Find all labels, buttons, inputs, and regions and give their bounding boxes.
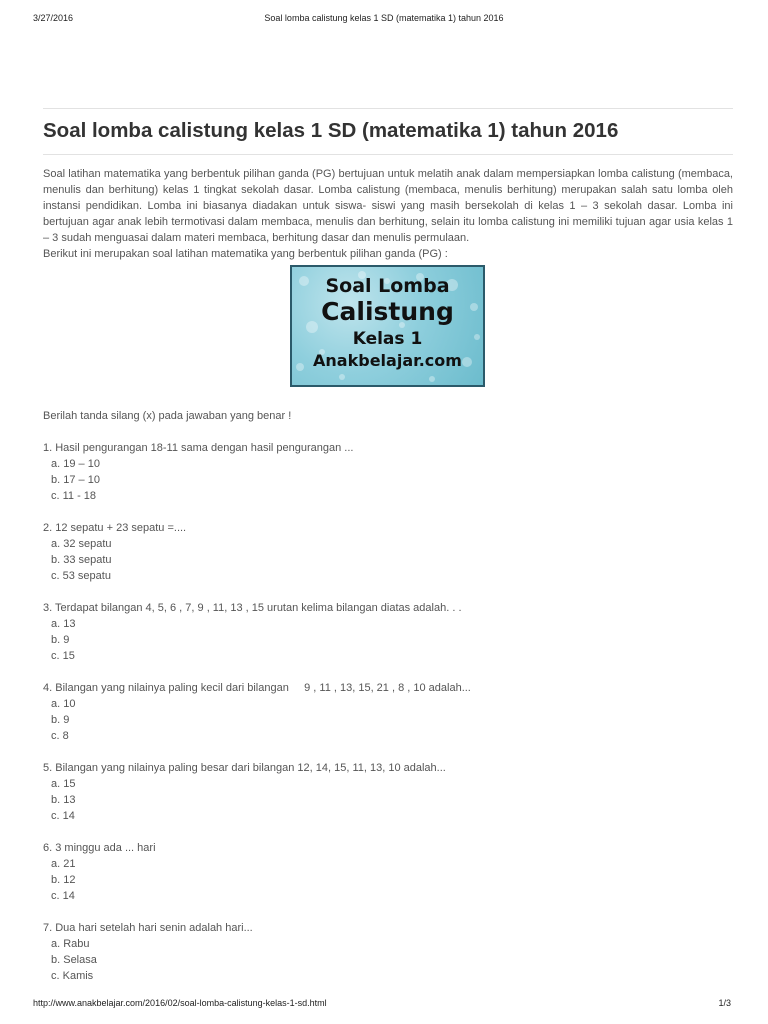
print-doc-title: Soal lomba calistung kelas 1 SD (matematika 1) tahun 2016 — [264, 13, 504, 23]
page-number: 1/3 — [718, 998, 731, 1008]
option-a: a. 19 – 10 — [51, 458, 100, 470]
question-text: 1. Hasil pengurangan 18-11 sama dengan hasil pengurangan ... — [43, 442, 354, 454]
option-a: a. 21 — [51, 858, 76, 870]
option-c: c. 11 - 18 — [51, 490, 97, 502]
option-b: b. 12 — [51, 874, 76, 886]
question-2 — [43, 520, 733, 584]
banner-line-3: Kelas 1 — [352, 329, 423, 349]
question-text: 4. Bilangan yang nilainya paling kecil dari bilangan 9 , 11 , 13, 15, 21 , 8 , 10 adalah... — [43, 682, 471, 694]
question-1 — [43, 440, 733, 504]
option-c: c. 14 — [51, 810, 75, 822]
option-a: a. 32 sepatu — [51, 538, 112, 550]
intro-lead-in: Berikut ini merupakan soal latihan matematika yang berbentuk pilihan ganda (PG) : — [43, 248, 448, 260]
option-a: a. Rabu — [51, 938, 90, 950]
print-date: 3/27/2016 — [33, 13, 74, 23]
option-a: a. 15 — [51, 778, 76, 790]
option-b: b. 9 — [51, 714, 70, 726]
question-list — [43, 440, 733, 984]
option-b: b. 9 — [51, 634, 70, 646]
question-4 — [43, 680, 733, 744]
question-text: 5. Bilangan yang nilainya paling besar dari bilangan 12, 14, 15, 11, 13, 10 adalah... — [43, 762, 446, 774]
question-3 — [43, 600, 733, 664]
instruction: Berilah tanda silang (x) pada jawaban yang benar ! — [43, 410, 292, 422]
option-b: b. 17 – 10 — [51, 474, 100, 486]
article — [43, 108, 733, 1000]
title-bottom-divider — [43, 154, 733, 155]
option-a: a. 13 — [51, 618, 76, 630]
post-title: Soal lomba calistung kelas 1 SD (matematika 1) tahun 2016 — [43, 119, 619, 142]
option-b: b. Selasa — [51, 954, 97, 966]
print-header — [33, 13, 735, 27]
option-c: c. 53 sepatu — [51, 570, 111, 582]
banner-line-4: Anakbelajar.com — [313, 351, 462, 370]
calistung-banner-image — [290, 265, 485, 387]
question-text: 3. Terdapat bilangan 4, 5, 6 , 7, 9 , 11, 13 , 15 urutan kelima bilangan diatas adalah. . . — [43, 602, 462, 614]
option-b: b. 33 sepatu — [51, 554, 112, 566]
question-text: 2. 12 sepatu + 23 sepatu =.... — [43, 522, 187, 534]
intro-paragraph: Soal latihan matematika yang berbentuk pilihan ganda (PG) bertujuan untuk melatih anak dalam mempersiapkan lomba calistung (membaca, menulis dan berhitung) kelas 1 tingkat sekolah dasar. Lomba calistung (membaca, menulis berhitung) merupakan salah satu lomba oleh instansi pendidikan. Lomba ini biasanya diadakan untuk siswa- siswi yang masih bersekolah di kelas 1 – 3 sekolah dasar. Lomba ini bertujuan agar anak lebih termotivasi dalam membaca, menulis dan berhitung, selain itu lomba calistung ini memiliki tujuan agar usia kelas 1 – 3 sudah menguasai dalam materi membaca, berhitung dasar dan menulis permulaan. — [43, 168, 733, 244]
option-c: c. 15 — [51, 650, 75, 662]
question-5 — [43, 760, 733, 824]
banner-line-2: Calistung — [321, 297, 454, 326]
print-footer — [33, 998, 735, 1012]
option-c: c. 8 — [51, 730, 69, 742]
question-7 — [43, 920, 733, 984]
question-text: 7. Dua hari setelah hari senin adalah hari... — [43, 922, 253, 934]
print-url: http://www.anakbelajar.com/2016/02/soal-lomba-calistung-kelas-1-sd.html — [33, 998, 327, 1008]
option-c: c. Kamis — [51, 970, 94, 982]
title-top-divider — [43, 108, 733, 109]
option-c: c. 14 — [51, 890, 75, 902]
option-b: b. 13 — [51, 794, 76, 806]
option-a: a. 10 — [51, 698, 76, 710]
question-6 — [43, 840, 733, 904]
banner-line-1: Soal Lomba — [325, 275, 450, 297]
banner-container — [43, 265, 733, 393]
question-text: 6. 3 minggu ada ... hari — [43, 842, 156, 854]
